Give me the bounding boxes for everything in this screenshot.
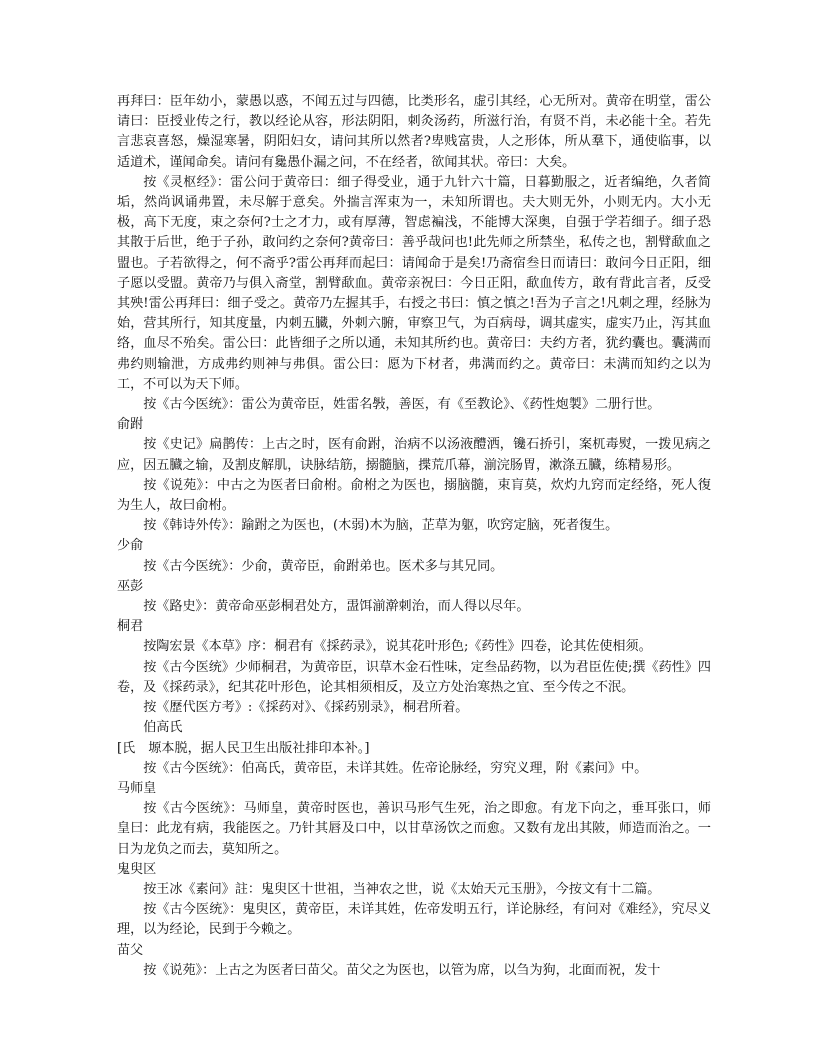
paragraph-miaofu: 按《说苑》：上古之为医者曰苗父。苗父之为医也，以管为席，以刍为狗，北面而祝，发十 bbox=[143, 962, 661, 978]
section-heading-bogao: 伯高氏 bbox=[143, 720, 183, 736]
paragraph-lingshu-jing: 按《灵枢经》：雷公问于黄帝曰：细子得受业，通于九针六十篇，日暮勤服之，近者编绝，久者简垢，然尚讽诵弗置，未尽解于意矣。外揣言浑束为一，未知所谓也。夫大则无外，小则无内。大小无极，高下无度，束之奈何?士之才力，或有厚薄，智虑褊浅，不能博大深奥，自强于学若细子。细子恐其散于后世，绝于子孙，敢问约之奈何?黄帝曰：善乎哉问也!此先师之所禁坐，私传之也，割臂歃血之盟也。子若欲得之，何不斋乎?雷公再拜而起曰：请闻命于是矣!乃斋宿叁日而请曰：敢问今日正阳，细子愿以受盟。黄帝乃与俱入斋堂，割臂歃血。黄帝亲祝曰：今日正阳，歃血传方，敢有背此言者，反受其殃!雷公再拜曰：细子受之。黄帝乃左握其手，右授之书曰：慎之慎之!吾为子言之!凡刺之理，经脉为始，营其所行，知其度量，内刺五臓，外刺六腑，审察卫气，为百病母，调其虚实，虚实乃止，泻其血络，血尽不殆矣。雷公曰：此皆细子之所以通，未知其所约也。黄帝曰：夫约方者，犹约囊也。囊满而弗约则输泄，方成弗约则神与弗俱。雷公曰：愿为下材者，弗满而约之。黄帝曰：未满而知约之以为工，不可以为天下师。 bbox=[117, 174, 711, 392]
paragraph-mashihuang: 按《古今医统》：马师皇，黄帝时医也，善识马形气生死，治之即愈。有龙下向之，垂耳张口，师皇曰：此龙有病，我能医之。乃针其唇及口中，以甘草汤饮之而愈。又数有龙出其陂，师造而治之。一日为龙负之而去，莫知所之。 bbox=[117, 801, 711, 857]
paragraph-hanshi-waizhuan: 按《韩诗外传》：踰跗之为医也，(木弱)木为脑，芷草为躯，吹窍定脑，死者復生。 bbox=[143, 518, 619, 534]
section-heading-tongjun: 桐君 bbox=[117, 619, 144, 635]
section-heading-guiyuqu: 鬼臾区 bbox=[117, 861, 157, 877]
section-heading-shaoyu: 少俞 bbox=[117, 538, 144, 554]
paragraph-wupeng: 按《路史》：黄帝命巫彭桐君处方，盄饵湔澣刺治，而人得以尽年。 bbox=[143, 599, 530, 615]
paragraph-shiji-yufu: 按《史记》扁鹊传：上古之时，医有俞跗，治病不以汤液醴洒，镵石挢引，案杌毒熨，一拨见病之应，因五臓之输，及割皮解肌，诀脉结筋，搦髓脑，揲荒爪幕，湔浣肠胃，漱涤五臓，练精易形。 bbox=[117, 437, 711, 473]
paragraph-shuoyuan-yufu: 按《说苑》：中古之为医者曰俞柎。俞柎之为医也，搦脑髓，束肓莫，炊灼九窍而定经络，死人復为生人，故曰俞柎。 bbox=[117, 477, 711, 514]
paragraph-gujin-yitong-leigong: 按《古今医统》：雷公为黄帝臣，姓雷名斅，善医，有《至教论》、《药性炮製》二册行世。 bbox=[143, 397, 661, 413]
paragraph-leigong-dialogue: 再拜曰：臣年幼小，蒙愚以惑，不闻五过与四德，比类形名，虚引其经，心无所对。黄帝在明堂，雷公请曰：臣授业传之行，教以经论从容，形法阴阳，刺灸汤药，所滋行治，有贤不肖，未必能十全。若先言悲哀喜怒，燥湿寒暑，阴阳妇女，请问其所以然者?卑贱富贵，人之形体，所从羣下，通使临事，以适道术，谨闻命矣。请问有毚愚仆漏之问，不在经者，欲闻其状。帝曰：大矣。 bbox=[117, 94, 711, 170]
paragraph-bogao: 按《古今医统》：伯高氏，黄帝臣，未详其姓。佐帝论脉经，穷究义理，附《素问》中。 bbox=[143, 760, 648, 776]
section-heading-wupeng: 巫彭 bbox=[117, 578, 144, 594]
paragraph-guiyuqu-wangbing: 按王冰《素问》註：鬼臾区十世祖，当神农之世，说《太始天元玉册》，今按文有十二篇。 bbox=[143, 881, 661, 897]
section-heading-mashihuang: 马师皇 bbox=[117, 780, 157, 796]
paragraph-shaoyu: 按《古今医统》：少俞，黄帝臣，俞跗弟也。医术多与其兄同。 bbox=[143, 558, 504, 574]
section-heading-yufu: 俞跗 bbox=[117, 417, 144, 433]
paragraph-tongjun-bencao: 按陶宏景《本草》序：桐君有《採药录》，说其花叶形色;《药性》四卷，论其佐使相须。 bbox=[143, 639, 652, 655]
document-page bbox=[117, 92, 711, 981]
paragraph-guiyuqu-gujin: 按《古今医统》：鬼臾区，黄帝臣，未详其姓，佐帝发明五行，详论脉经，有问对《难经》，究尽义理，以为经论，民到于今赖之。 bbox=[117, 902, 711, 938]
editorial-note: [氏 塬本脱，据人民卫生出版社排印本补。] bbox=[117, 740, 370, 756]
paragraph-tongjun-gujin: 按《古今医统》少师桐君，为黄帝臣，识草木金石性味，定叁品药物，以为君臣佐使;撰《药性》四卷，及《採药录》，纪其花叶形色，论其相须相反，及立方处治寒热之宜、至今传之不泯。 bbox=[117, 659, 711, 695]
paragraph-tongjun-lidai: 按《歷代医方考》:《採药对》、《採药别录》，桐君所着。 bbox=[143, 700, 469, 716]
section-heading-miaofu: 苗父 bbox=[117, 942, 144, 958]
